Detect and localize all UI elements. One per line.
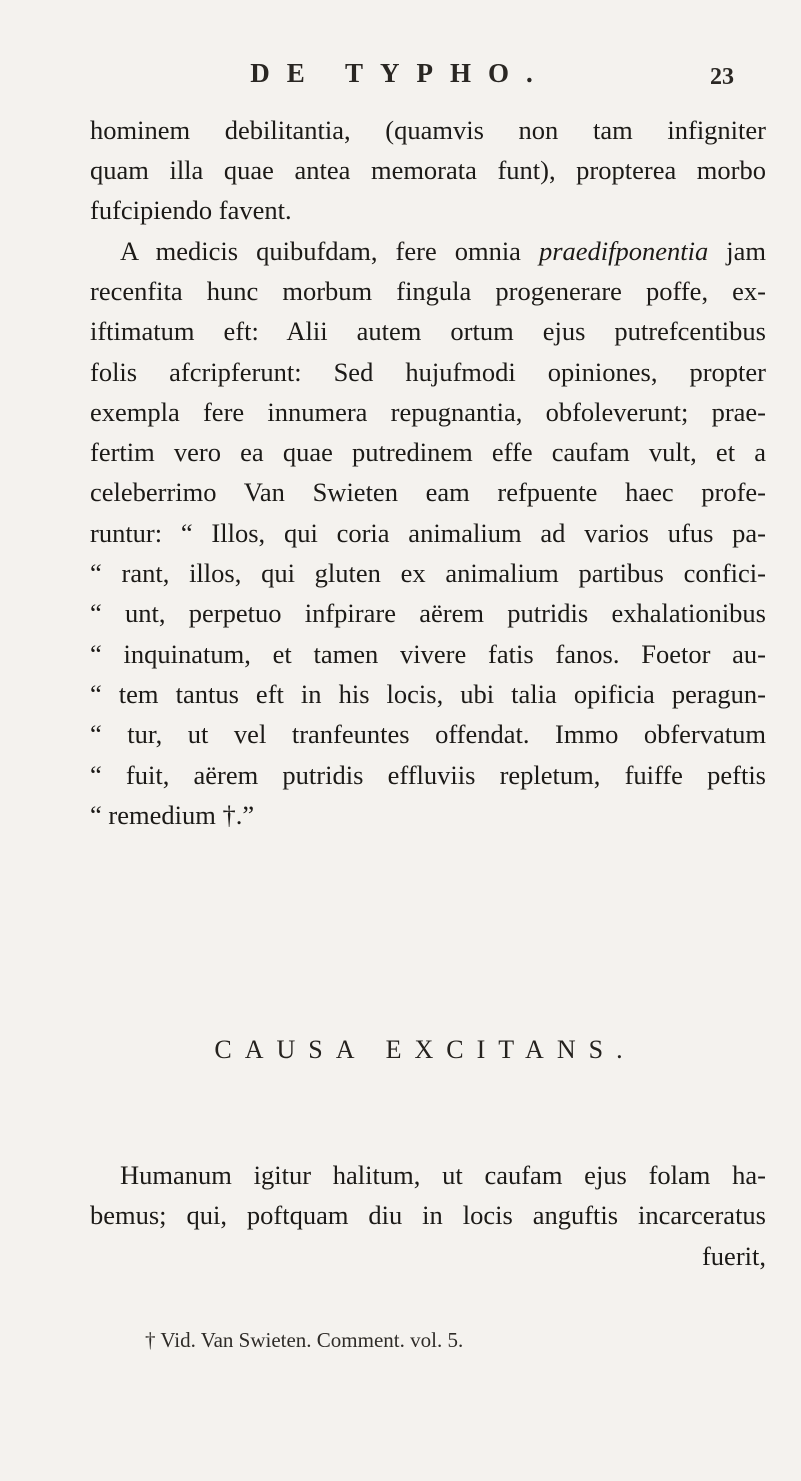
text-line: bemus; qui, poftquam diu in locis anguftis incarceratus xyxy=(90,1200,766,1230)
text-line: exempla fere innumera repugnantia, obfoleverunt; prae- xyxy=(90,397,766,427)
text-line: fertim vero ea quae putredinem effe caufam vult, et a xyxy=(90,437,766,467)
text-line: “ tem tantus eft in his locis, ubi talia opificia peragun- xyxy=(90,679,766,709)
text-line: quam illa quae antea memorata funt), propterea morbo xyxy=(90,155,766,185)
page-number: 23 xyxy=(710,64,734,90)
text-line: hominem debilitantia, (quamvis non tam infigniter xyxy=(90,115,766,145)
running-head xyxy=(0,58,801,98)
text-line: iftimatum eft: Alii autem ortum ejus putrefcentibus xyxy=(90,316,766,346)
text-line: folis afcripferunt: Sed hujufmodi opiniones, propter xyxy=(90,357,766,387)
text-line: celeberrimo Van Swieten eam refpuente haec profe- xyxy=(90,477,766,507)
text-span: jam xyxy=(708,236,766,266)
text-line: runtur: “ Illos, qui coria animalium ad varios ufus pa- xyxy=(90,518,766,548)
text-line: “ inquinatum, et tamen vivere fatis fanos. Foetor au- xyxy=(90,639,766,669)
section-heading: CAUSA EXCITANS. xyxy=(214,1035,636,1064)
text-line: Humanum igitur halitum, ut caufam ejus folam ha- xyxy=(120,1160,766,1190)
catchword: fuerit, xyxy=(701,1241,766,1271)
text-span: A medicis quibufdam, fere omnia xyxy=(120,236,539,266)
text-line: “ remedium †.” xyxy=(90,800,255,830)
footnote: † Vid. Van Swieten. Comment. vol. 5. xyxy=(145,1328,464,1352)
text-line: “ rant, illos, qui gluten ex animalium partibus confici- xyxy=(90,558,766,588)
text-line: recenfita hunc morbum fingula progenerare poffe, ex- xyxy=(90,276,766,306)
text-line xyxy=(120,233,766,269)
text-line: “ unt, perpetuo infpirare aërem putridis exhalationibus xyxy=(90,598,766,628)
running-title: DE TYPHO. xyxy=(250,58,550,88)
text-line: “ fuit, aërem putridis effluviis repletum, fuiffe peftis xyxy=(90,760,766,790)
italic-term: praedifponentia xyxy=(538,236,709,266)
text-line: fufcipiendo favent. xyxy=(90,195,292,225)
text-line: “ tur, ut vel tranfeuntes offendat. Immo obfervatum xyxy=(90,719,766,749)
